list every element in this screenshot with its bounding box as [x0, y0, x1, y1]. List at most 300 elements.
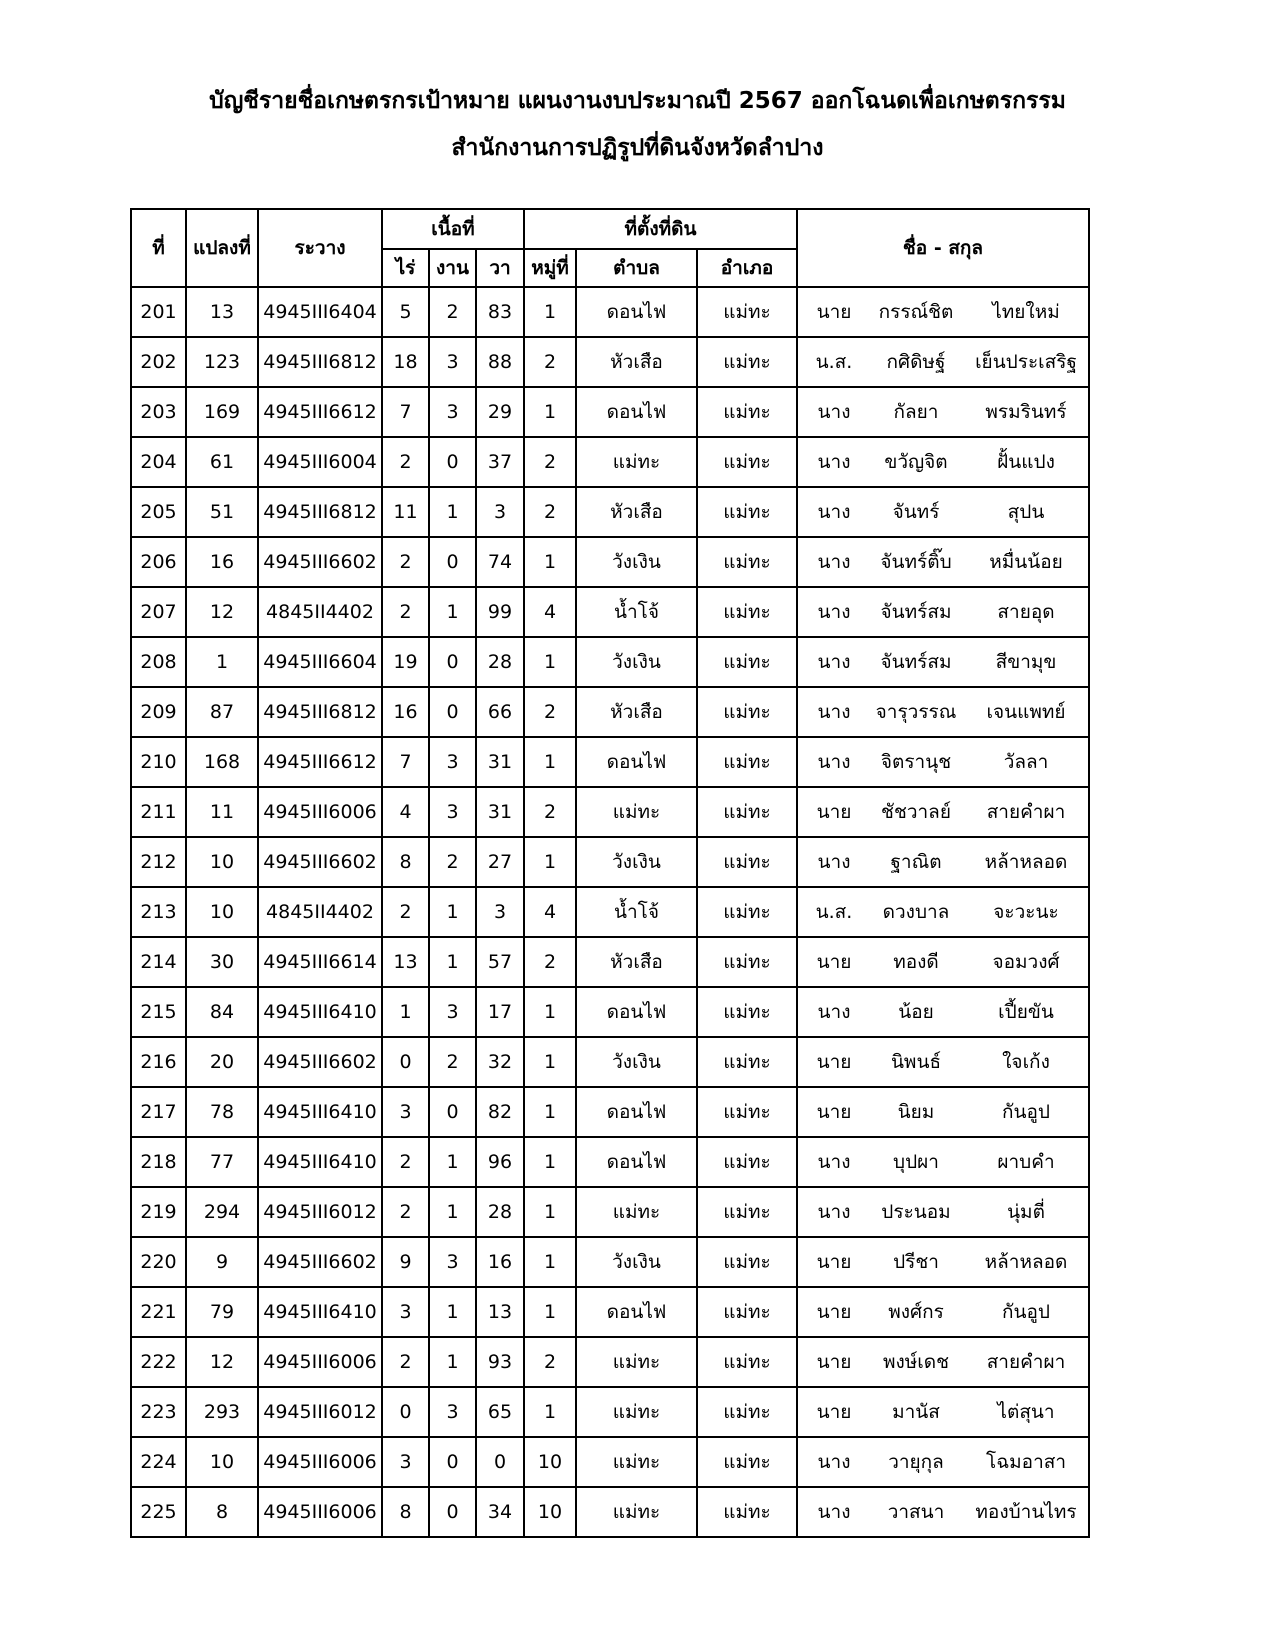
cell-ngan: 0	[429, 687, 476, 737]
cell-plot: 9	[186, 1237, 258, 1287]
cell-no: 205	[131, 487, 186, 537]
header-name: ชื่อ - สกุล	[797, 209, 1089, 287]
cell-wa: 82	[476, 1087, 524, 1137]
cell-ngan: 1	[429, 937, 476, 987]
name-prefix: นาง	[817, 701, 851, 723]
cell-rawang: 4945III6410	[258, 1087, 382, 1137]
name-prefix: นาง	[817, 651, 851, 673]
first-name: ประนอม	[881, 1201, 951, 1223]
name-prefix: นาง	[817, 1001, 851, 1023]
last-name: กันอูป	[1002, 1101, 1050, 1123]
cell-moo: 2	[524, 687, 576, 737]
cell-rai: 2	[382, 537, 429, 587]
name-prefix: นาง	[817, 401, 851, 423]
cell-wa: 3	[476, 487, 524, 537]
cell-amphoe: แม่ทะ	[697, 437, 797, 487]
cell-rawang: 4945III6410	[258, 1287, 382, 1337]
first-name: กศิดิษฐ์	[886, 351, 946, 373]
table-row	[131, 887, 1089, 937]
cell-wa: 31	[476, 737, 524, 787]
cell-tambon: แม่ทะ	[576, 1187, 697, 1237]
header-amphoe: อำเภอ	[697, 249, 797, 287]
cell-moo: 1	[524, 287, 576, 337]
cell-tambon: หัวเสือ	[576, 937, 697, 987]
cell-ngan: 1	[429, 1137, 476, 1187]
cell-wa: 74	[476, 537, 524, 587]
cell-ngan: 2	[429, 837, 476, 887]
cell-amphoe: แม่ทะ	[697, 587, 797, 637]
name-prefix: นาง	[817, 751, 851, 773]
last-name: สายคำผา	[986, 1351, 1066, 1373]
cell-amphoe: แม่ทะ	[697, 1137, 797, 1187]
cell-moo: 1	[524, 537, 576, 587]
cell-rawang: 4945III6006	[258, 787, 382, 837]
cell-moo: 2	[524, 937, 576, 987]
last-name: จะวะนะ	[993, 901, 1059, 923]
last-name: สีขามุข	[995, 651, 1057, 673]
name-prefix: นาย	[816, 1351, 852, 1373]
table-row	[131, 1237, 1089, 1287]
last-name: เย็นประเสริฐ	[975, 351, 1077, 373]
cell-amphoe: แม่ทะ	[697, 1237, 797, 1287]
cell-rawang: 4945III6614	[258, 937, 382, 987]
first-name: จันทร์สม	[880, 651, 952, 673]
name-prefix: นาง	[817, 851, 851, 873]
cell-amphoe: แม่ทะ	[697, 1387, 797, 1437]
cell-wa: 93	[476, 1337, 524, 1387]
name-prefix: นาย	[816, 301, 852, 323]
cell-moo: 1	[524, 1137, 576, 1187]
cell-rai: 2	[382, 887, 429, 937]
cell-wa: 17	[476, 987, 524, 1037]
last-name: เปี้ยขัน	[998, 1001, 1054, 1023]
name-prefix: นาง	[817, 451, 851, 473]
last-name: วัลลา	[1003, 751, 1049, 773]
cell-moo: 2	[524, 1337, 576, 1387]
cell-name	[797, 537, 1089, 587]
name-prefix: นาง	[817, 501, 851, 523]
cell-ngan: 0	[429, 1487, 476, 1537]
cell-no: 207	[131, 587, 186, 637]
cell-amphoe: แม่ทะ	[697, 337, 797, 387]
cell-rai: 4	[382, 787, 429, 837]
first-name: ขวัญจิต	[884, 451, 948, 473]
last-name: โฉมอาสา	[985, 1451, 1067, 1473]
cell-name	[797, 687, 1089, 737]
cell-name	[797, 287, 1089, 337]
cell-moo: 4	[524, 587, 576, 637]
cell-moo: 1	[524, 1237, 576, 1287]
cell-tambon: แม่ทะ	[576, 1387, 697, 1437]
cell-tambon: วังเงิน	[576, 637, 697, 687]
cell-no: 214	[131, 937, 186, 987]
cell-name	[797, 1337, 1089, 1387]
cell-ngan: 1	[429, 587, 476, 637]
cell-plot: 12	[186, 1337, 258, 1387]
name-prefix: นาง	[817, 1201, 851, 1223]
cell-no: 211	[131, 787, 186, 837]
cell-name	[797, 1187, 1089, 1237]
cell-amphoe: แม่ทะ	[697, 1487, 797, 1537]
cell-amphoe: แม่ทะ	[697, 487, 797, 537]
cell-no: 209	[131, 687, 186, 737]
cell-wa: 0	[476, 1437, 524, 1487]
cell-ngan: 3	[429, 737, 476, 787]
first-name: วายุกุล	[888, 1451, 944, 1473]
first-name: จารุวรรณ	[875, 701, 957, 723]
cell-rawang: 4945III6004	[258, 437, 382, 487]
cell-name	[797, 387, 1089, 437]
cell-rai: 8	[382, 1487, 429, 1537]
cell-name	[797, 837, 1089, 887]
cell-tambon: วังเงิน	[576, 537, 697, 587]
first-name: กัลยา	[893, 401, 939, 423]
cell-wa: 16	[476, 1237, 524, 1287]
cell-name	[797, 1437, 1089, 1487]
cell-rai: 5	[382, 287, 429, 337]
cell-ngan: 1	[429, 1187, 476, 1237]
cell-name	[797, 1137, 1089, 1187]
cell-rawang: 4945III6812	[258, 687, 382, 737]
name-prefix: นาง	[817, 551, 851, 573]
name-prefix: นาง	[817, 601, 851, 623]
cell-rawang: 4945III6012	[258, 1187, 382, 1237]
cell-tambon: แม่ทะ	[576, 787, 697, 837]
table-row	[131, 337, 1089, 387]
last-name: ฝั้นแปง	[997, 451, 1055, 473]
cell-ngan: 0	[429, 1437, 476, 1487]
last-name: สายคำผา	[986, 801, 1066, 823]
first-name: พงษ์เดช	[882, 1351, 950, 1373]
cell-plot: 79	[186, 1287, 258, 1337]
cell-ngan: 0	[429, 1087, 476, 1137]
cell-wa: 32	[476, 1037, 524, 1087]
cell-moo: 2	[524, 787, 576, 837]
first-name: บุปผา	[893, 1151, 939, 1173]
cell-ngan: 3	[429, 337, 476, 387]
cell-name	[797, 637, 1089, 687]
cell-no: 224	[131, 1437, 186, 1487]
last-name: ทองบ้านไทร	[975, 1501, 1077, 1523]
name-prefix: นาย	[816, 1401, 852, 1423]
cell-plot: 20	[186, 1037, 258, 1087]
cell-rai: 2	[382, 1187, 429, 1237]
cell-no: 201	[131, 287, 186, 337]
cell-tambon: หัวเสือ	[576, 487, 697, 537]
last-name: ไทยใหม่	[992, 301, 1060, 323]
cell-ngan: 0	[429, 437, 476, 487]
cell-rai: 7	[382, 387, 429, 437]
cell-amphoe: แม่ทะ	[697, 287, 797, 337]
cell-moo: 1	[524, 1287, 576, 1337]
cell-wa: 99	[476, 587, 524, 637]
document-title: บัญชีรายชื่อเกษตรกรเป้าหมาย แผนงานงบประมาณปี 2567 ออกโฉนดเพื่อเกษตรกรรม	[209, 88, 1066, 114]
cell-rai: 1	[382, 987, 429, 1037]
name-prefix: น.ส.	[815, 901, 853, 923]
cell-no: 216	[131, 1037, 186, 1087]
cell-tambon: น้ำโจ้	[576, 587, 697, 637]
header-rawang: ระวาง	[258, 209, 382, 287]
cell-moo: 1	[524, 637, 576, 687]
cell-rai: 2	[382, 1337, 429, 1387]
cell-rai: 3	[382, 1287, 429, 1337]
cell-amphoe: แม่ทะ	[697, 837, 797, 887]
name-prefix: นาย	[816, 1251, 852, 1273]
cell-tambon: แม่ทะ	[576, 1487, 697, 1537]
cell-rai: 19	[382, 637, 429, 687]
last-name: หล้าหลอด	[984, 851, 1068, 873]
header-plot: แปลงที่	[186, 209, 258, 287]
cell-plot: 294	[186, 1187, 258, 1237]
cell-wa: 3	[476, 887, 524, 937]
cell-no: 221	[131, 1287, 186, 1337]
cell-amphoe: แม่ทะ	[697, 1287, 797, 1337]
table-row	[131, 1337, 1089, 1387]
cell-rawang: 4945III6006	[258, 1337, 382, 1387]
cell-rai: 2	[382, 1137, 429, 1187]
last-name: สายอุด	[997, 601, 1055, 623]
cell-wa: 37	[476, 437, 524, 487]
cell-name	[797, 337, 1089, 387]
first-name: พงศ์กร	[888, 1301, 944, 1323]
first-name: จันทร์ติ๊บ	[880, 551, 952, 573]
last-name: ใจเก้ง	[1002, 1051, 1050, 1073]
table-row	[131, 437, 1089, 487]
cell-moo: 1	[524, 1387, 576, 1437]
cell-moo: 1	[524, 1037, 576, 1087]
table-row	[131, 987, 1089, 1037]
cell-moo: 1	[524, 387, 576, 437]
cell-ngan: 0	[429, 537, 476, 587]
cell-moo: 10	[524, 1437, 576, 1487]
cell-plot: 78	[186, 1087, 258, 1137]
cell-rawang: 4945III6812	[258, 337, 382, 387]
header-no: ที่	[131, 209, 186, 287]
cell-no: 222	[131, 1337, 186, 1387]
cell-ngan: 1	[429, 887, 476, 937]
cell-plot: 293	[186, 1387, 258, 1437]
cell-ngan: 3	[429, 387, 476, 437]
cell-no: 215	[131, 987, 186, 1037]
cell-wa: 27	[476, 837, 524, 887]
cell-name	[797, 987, 1089, 1037]
cell-no: 220	[131, 1237, 186, 1287]
cell-rai: 3	[382, 1087, 429, 1137]
cell-amphoe: แม่ทะ	[697, 987, 797, 1037]
cell-tambon: ดอนไฟ	[576, 387, 697, 437]
cell-tambon: หัวเสือ	[576, 337, 697, 387]
table-row	[131, 737, 1089, 787]
name-prefix: นาย	[816, 1051, 852, 1073]
cell-amphoe: แม่ทะ	[697, 1187, 797, 1237]
cell-tambon: แม่ทะ	[576, 1437, 697, 1487]
cell-rawang: 4945III6410	[258, 987, 382, 1037]
cell-moo: 10	[524, 1487, 576, 1537]
cell-tambon: หัวเสือ	[576, 687, 697, 737]
farmer-roster-table	[130, 208, 1090, 1538]
cell-moo: 1	[524, 737, 576, 787]
header-rai: ไร่	[382, 249, 429, 287]
cell-plot: 11	[186, 787, 258, 837]
cell-ngan: 2	[429, 1037, 476, 1087]
cell-rawang: 4845II4402	[258, 887, 382, 937]
cell-amphoe: แม่ทะ	[697, 687, 797, 737]
cell-rawang: 4845II4402	[258, 587, 382, 637]
cell-wa: 65	[476, 1387, 524, 1437]
cell-moo: 1	[524, 1087, 576, 1137]
table-row	[131, 837, 1089, 887]
cell-no: 208	[131, 637, 186, 687]
cell-tambon: แม่ทะ	[576, 1337, 697, 1387]
cell-rawang: 4945III6006	[258, 1437, 382, 1487]
first-name: ดวงบาล	[882, 901, 950, 923]
cell-rai: 13	[382, 937, 429, 987]
cell-tambon: ดอนไฟ	[576, 1137, 697, 1187]
first-name: จันทร์	[892, 501, 940, 523]
cell-ngan: 1	[429, 1287, 476, 1337]
table-row	[131, 937, 1089, 987]
cell-plot: 169	[186, 387, 258, 437]
name-prefix: นาย	[816, 951, 852, 973]
cell-plot: 10	[186, 1437, 258, 1487]
table-row	[131, 387, 1089, 437]
cell-rawang: 4945III6602	[258, 1237, 382, 1287]
cell-moo: 2	[524, 487, 576, 537]
table-row	[131, 787, 1089, 837]
table-row	[131, 1137, 1089, 1187]
cell-amphoe: แม่ทะ	[697, 387, 797, 437]
cell-tambon: แม่ทะ	[576, 437, 697, 487]
cell-rawang: 4945III6602	[258, 837, 382, 887]
cell-wa: 28	[476, 1187, 524, 1237]
cell-no: 225	[131, 1487, 186, 1537]
table-row	[131, 1187, 1089, 1237]
cell-rai: 3	[382, 1437, 429, 1487]
cell-amphoe: แม่ทะ	[697, 787, 797, 837]
cell-wa: 13	[476, 1287, 524, 1337]
cell-plot: 168	[186, 737, 258, 787]
cell-wa: 28	[476, 637, 524, 687]
cell-ngan: 3	[429, 1387, 476, 1437]
cell-no: 218	[131, 1137, 186, 1187]
first-name: ทองดี	[893, 951, 939, 973]
last-name: ไต่สุนา	[997, 1401, 1055, 1423]
cell-no: 212	[131, 837, 186, 887]
cell-rai: 9	[382, 1237, 429, 1287]
cell-wa: 57	[476, 937, 524, 987]
cell-no: 219	[131, 1187, 186, 1237]
cell-amphoe: แม่ทะ	[697, 537, 797, 587]
cell-name	[797, 1037, 1089, 1087]
cell-name	[797, 737, 1089, 787]
last-name: นุ่มตี่	[1007, 1201, 1045, 1223]
last-name: กันอูป	[1002, 1301, 1050, 1323]
cell-amphoe: แม่ทะ	[697, 737, 797, 787]
name-prefix: นาย	[816, 801, 852, 823]
cell-name	[797, 787, 1089, 837]
cell-rai: 18	[382, 337, 429, 387]
cell-rai: 0	[382, 1037, 429, 1087]
cell-rai: 16	[382, 687, 429, 737]
cell-rai: 2	[382, 437, 429, 487]
cell-tambon: ดอนไฟ	[576, 1287, 697, 1337]
cell-name	[797, 1237, 1089, 1287]
cell-plot: 12	[186, 587, 258, 637]
last-name: หมื่นน้อย	[989, 551, 1063, 573]
cell-rawang: 4945III6612	[258, 387, 382, 437]
cell-amphoe: แม่ทะ	[697, 1037, 797, 1087]
cell-amphoe: แม่ทะ	[697, 1437, 797, 1487]
table-row	[131, 587, 1089, 637]
cell-rawang: 4945III6410	[258, 1137, 382, 1187]
name-prefix: นาย	[816, 1301, 852, 1323]
cell-no: 206	[131, 537, 186, 587]
cell-no: 202	[131, 337, 186, 387]
cell-rai: 7	[382, 737, 429, 787]
cell-no: 223	[131, 1387, 186, 1437]
cell-moo: 1	[524, 987, 576, 1037]
cell-plot: 30	[186, 937, 258, 987]
cell-tambon: ดอนไฟ	[576, 287, 697, 337]
cell-plot: 84	[186, 987, 258, 1037]
cell-amphoe: แม่ทะ	[697, 637, 797, 687]
first-name: กรรณ์ชิต	[878, 301, 954, 323]
cell-plot: 1	[186, 637, 258, 687]
table-row	[131, 687, 1089, 737]
cell-moo: 2	[524, 337, 576, 387]
table-row	[131, 537, 1089, 587]
cell-moo: 2	[524, 437, 576, 487]
first-name: วาสนา	[887, 1501, 945, 1523]
name-prefix: น.ส.	[815, 351, 853, 373]
table-body	[131, 287, 1089, 1537]
first-name: ปรีชา	[893, 1251, 939, 1273]
table-row	[131, 487, 1089, 537]
cell-tambon: วังเงิน	[576, 837, 697, 887]
first-name: ฐาณิต	[890, 851, 942, 873]
table-row	[131, 287, 1089, 337]
cell-wa: 29	[476, 387, 524, 437]
cell-no: 203	[131, 387, 186, 437]
header-wa: วา	[476, 249, 524, 287]
cell-ngan: 2	[429, 287, 476, 337]
cell-rawang: 4945III6602	[258, 1037, 382, 1087]
last-name: ผาบคำ	[997, 1151, 1055, 1173]
table-row	[131, 1037, 1089, 1087]
first-name: จันทร์สม	[880, 601, 952, 623]
cell-wa: 96	[476, 1137, 524, 1187]
last-name: หล้าหลอด	[984, 1251, 1068, 1273]
table-row	[131, 1287, 1089, 1337]
cell-tambon: วังเงิน	[576, 1237, 697, 1287]
cell-wa: 34	[476, 1487, 524, 1537]
first-name: นิพนธ์	[890, 1051, 942, 1073]
cell-moo: 1	[524, 1187, 576, 1237]
cell-plot: 87	[186, 687, 258, 737]
cell-rai: 11	[382, 487, 429, 537]
cell-wa: 88	[476, 337, 524, 387]
cell-no: 204	[131, 437, 186, 487]
document-subtitle: สำนักงานการปฏิรูปที่ดินจังหวัดลำปาง	[451, 135, 824, 161]
cell-wa: 31	[476, 787, 524, 837]
table-header	[131, 209, 1089, 287]
cell-plot: 77	[186, 1137, 258, 1187]
cell-rawang: 4945III6812	[258, 487, 382, 537]
cell-name	[797, 487, 1089, 537]
cell-rawang: 4945III6012	[258, 1387, 382, 1437]
name-prefix: นาง	[817, 1151, 851, 1173]
table-row	[131, 1387, 1089, 1437]
